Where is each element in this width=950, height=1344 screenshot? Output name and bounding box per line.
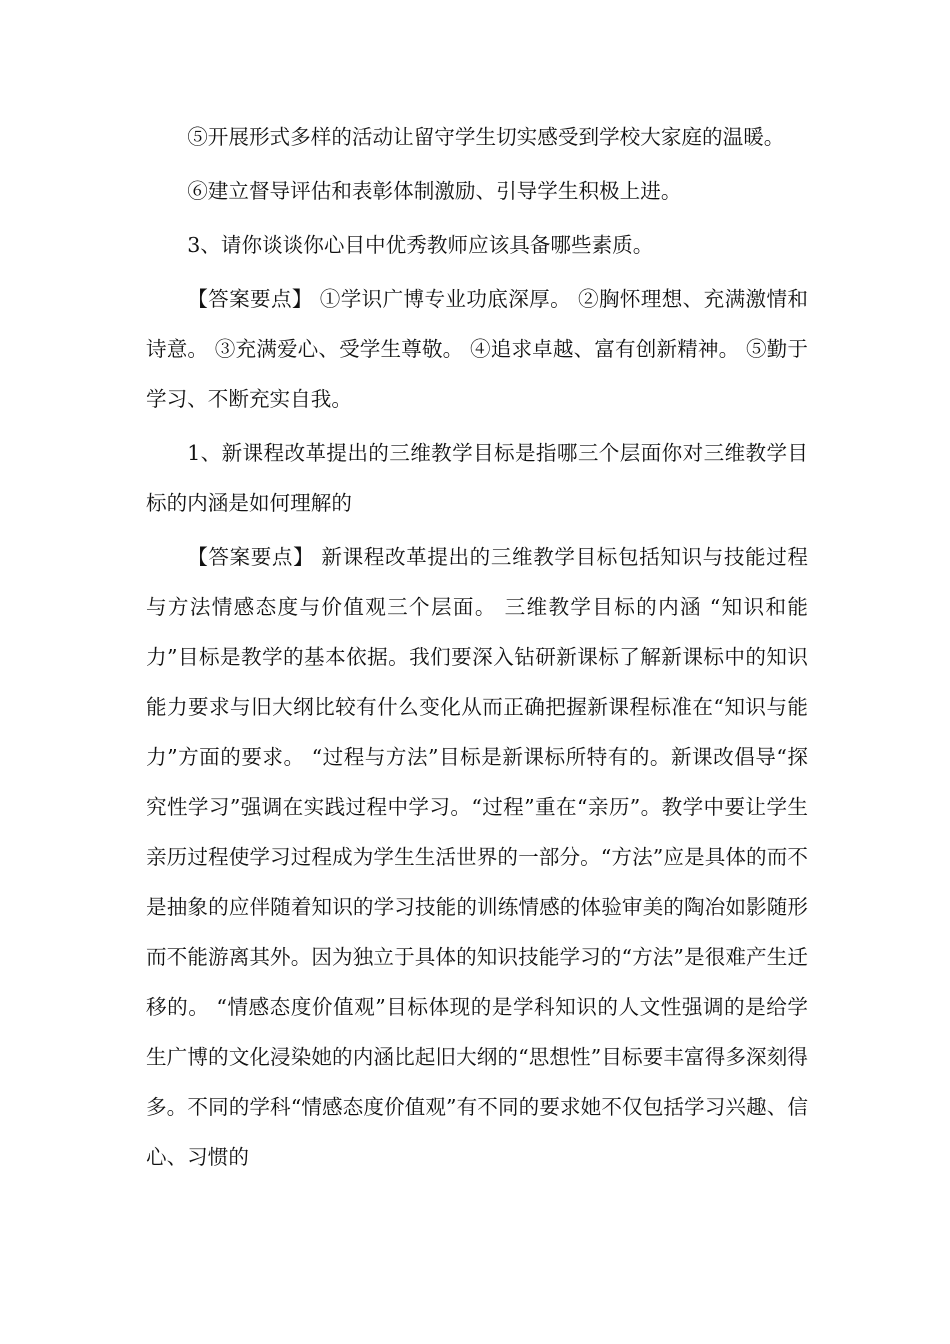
question-1: 1、新课程改革提出的三维教学目标是指哪三个层面你对三维教学目标的内涵是如何理解的: [146, 441, 808, 515]
answer-3: 【答案要点】 ①学识广博专业功底深厚。 ②胸怀理想、充满激情和诗意。 ③充满爱心、受学生尊敬。 ④追求卓越、富有创新精神。 ⑤勤于学习、不断充实自我。: [146, 287, 808, 411]
answer-1: 【答案要点】 新课程改革提出的三维教学目标包括知识与技能过程与方法情感态度与价值观三个层面。 三维教学目标的内涵 “知识和能力”目标是教学的基本依据。我们要深入钻研新课标了解新课标中的知识能力要求与旧大纲比较有什么变化从而正确把握新课程标准在“知识与能力”方面的要求。 “过程与方法”目标是新课标所特有的。新课改倡导“探究性学习”强调在实践过程中学习。“过程”重在“亲历”。教学中要让学生亲历过程使学习过程成为学生生活世界的一部分。“方法”应是具体的而不是抽象的应伴随着知识的学习技能的训练情感的体验审美的陶冶如影随形而不能游离其外。因为独立于具体的知识技能学习的“方法”是很难产生迁移的。 “情感态度价值观”目标体现的是学科知识的人文性强调的是给学生广博的文化浸染她的内涵比起旧大纲的“思想性”目标要丰富得多深刻得多。不同的学科“情感态度价值观”有不同的要求她不仅包括学习兴趣、信心、习惯的: [146, 545, 808, 1169]
question-3: 3、请你谈谈你心目中优秀教师应该具备哪些素质。: [187, 233, 654, 257]
document-body: [146, 112, 808, 1186]
paragraph-item-6: ⑥建立督导评估和表彰体制激励、引导学生积极上进。: [187, 179, 682, 203]
paragraph-item-5: ⑤开展形式多样的活动让留守学生切实感受到学校大家庭的温暖。: [187, 125, 785, 149]
